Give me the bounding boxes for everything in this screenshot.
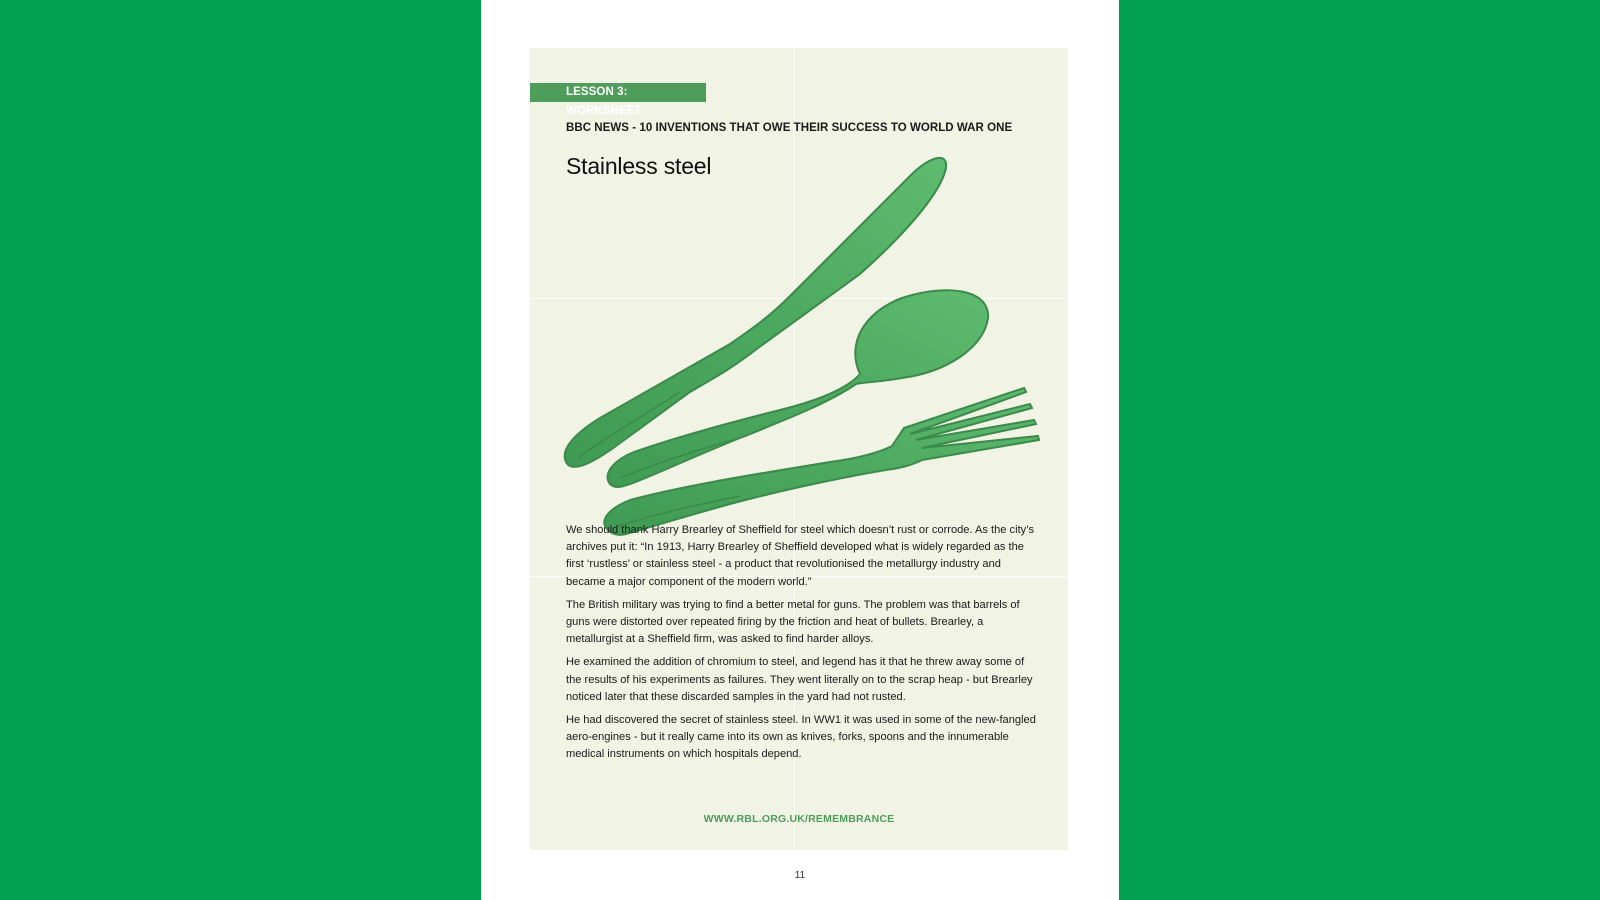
- page-number: 11: [794, 870, 806, 881]
- lesson-tag: LESSON 3: WORKSHEET: [530, 83, 706, 102]
- website-link[interactable]: WWW.RBL.ORG.UK/REMEMBRANCE: [703, 813, 895, 825]
- worksheet-panel: [530, 48, 1068, 850]
- cutlery-icon: [530, 148, 1068, 548]
- paragraph: He examined the addition of chromium to steel, and legend has it that he threw away some of the results of his experiments as failures. They went literally on to the scrap heap - but Brearley noticed later that these discarded samples in the yard had not rusted.: [566, 656, 1033, 703]
- page-title: Stainless steel: [566, 153, 712, 179]
- source-line: BBC NEWS - 10 INVENTIONS THAT OWE THEIR SUCCESS TO WORLD WAR ONE: [566, 122, 1013, 134]
- document-page: [481, 0, 1119, 900]
- paragraph: He had discovered the secret of stainless steel. In WW1 it was used in some of the new-fangled aero-engines - but it really came into its own as knives, forks, spoons and the innumerable medical instruments on which hospitals depend.: [566, 714, 1036, 761]
- paragraph: We should thank Harry Brearley of Sheffield for steel which doesn’t rust or corrode. As the city’s archives put it: “In 1913, Harry Brearley of Sheffield developed what is widely regarded as the first ‘rustless’ or stainless steel - a product that revolutionised the metallurgy industry and became a major component of the modern world.”: [566, 524, 1035, 588]
- article-body: [566, 522, 1036, 770]
- paragraph: The British military was trying to find a better metal for guns. The problem was that barrels of guns were distorted over repeated firing by the friction and heat of bullets. Brearley, a metallurgist at a Sheffield firm, was asked to find harder alloys.: [566, 598, 1020, 646]
